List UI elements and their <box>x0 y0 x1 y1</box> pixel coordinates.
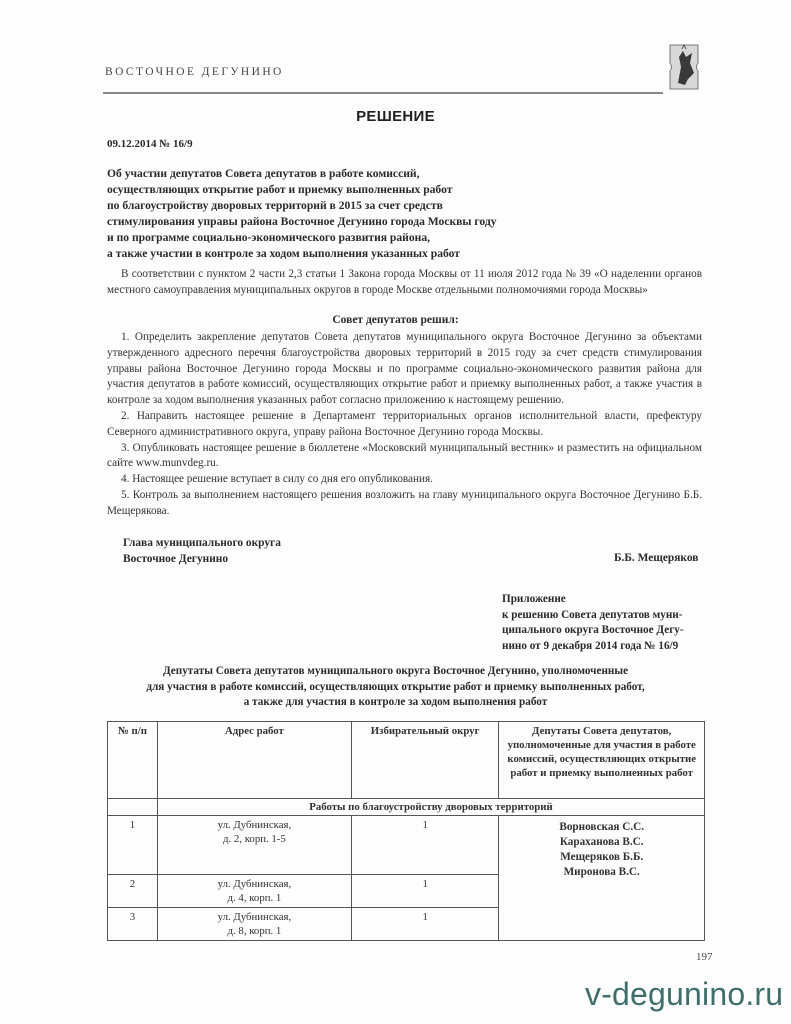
cell-num: 2 <box>108 875 158 908</box>
subject-line: и по программе социально-экономического развития района, <box>107 231 431 244</box>
subject-line: а также участии в контроле за ходом выполнения указанных работ <box>107 247 460 260</box>
table-title <box>0 664 791 711</box>
cell-address <box>157 908 351 941</box>
table-header-row <box>108 722 705 799</box>
decision-point: 2. Направить настоящее решение в Департамент территориальных органов исполнительной власти, префектуру Северного административного округа, управу района Восточное Дегунино города Москвы. <box>107 409 702 438</box>
district-coat-of-arms-icon <box>668 43 700 91</box>
header-address: Адрес работ <box>157 722 351 799</box>
signatory-name: Б.Б. Мещеряков <box>614 552 699 564</box>
deputy-name: Миронова В.С. <box>563 866 640 878</box>
appendix-line: Приложение <box>502 593 566 605</box>
header-divider <box>103 92 663 94</box>
site-watermark: v-degunino.ru <box>585 976 784 1012</box>
cell-num: 3 <box>108 908 158 941</box>
cell-num: 1 <box>108 816 158 875</box>
council-decided-heading: Совет депутатов решил: <box>332 314 459 326</box>
header-deputies: Депутаты Совета депутатов, уполномоченные для участия в работе комиссий, осуществляющих открытие работ и приемку выполненных работ <box>499 722 705 799</box>
cell-deputies <box>499 816 705 941</box>
cell-district: 1 <box>351 908 499 941</box>
signatory-position-line: Глава муниципального округа <box>123 537 281 549</box>
appendix-line: нино от 9 декабря 2014 года № 16/9 <box>502 639 679 652</box>
appendix-line: к решению Совета депутатов муни- <box>502 608 683 621</box>
decision-points <box>107 330 702 520</box>
cell-district: 1 <box>351 816 499 875</box>
subject-line: Об участии депутатов Совета депутатов в работе комиссий, <box>107 167 420 180</box>
address-line: ул. Дубнинская, <box>217 911 292 923</box>
publication-title: ВОСТОЧНОЕ ДЕГУНИНО <box>105 66 284 78</box>
document-title: РЕШЕНИЕ <box>356 108 435 125</box>
subject-line: осуществляющих открытие работ и приемку выполненных работ <box>107 183 453 196</box>
decision-point: 4. Настоящее решение вступает в силу со дня его опубликования. <box>121 473 433 486</box>
decision-point: 3. Опубликовать настоящее решение в бюллетене «Московский муниципальный вестник» и разместить на официальном сайте www.munvdeg.ru. <box>107 441 702 470</box>
page-number: 197 <box>696 951 713 963</box>
signatory-position-line: Восточное Дегунино <box>123 552 229 565</box>
header-district: Избирательный округ <box>351 722 499 799</box>
cell-district: 1 <box>351 875 499 908</box>
address-line: ул. Дубнинская, <box>217 878 292 890</box>
appendix-reference <box>502 592 684 654</box>
table-title-line: Депутаты Совета депутатов муниципального округа Восточное Дегунино, уполномоченные <box>162 665 629 677</box>
address-line: д. 4, корп. 1 <box>227 892 282 904</box>
deputies-table <box>107 721 705 941</box>
decision-point: 5. Контроль за выполнением настоящего решения возложить на главу муниципального округа Восточное Дегунино Б.Б. Мещерякова. <box>107 488 702 517</box>
address-line: д. 2, корп. 1-5 <box>223 833 286 845</box>
subject-line: стимулирования управы района Восточное Дегунино города Москвы году <box>107 215 497 228</box>
section-title: Работы по благоустройству дворовых территорий <box>157 799 704 816</box>
document-subject <box>107 166 497 262</box>
table-title-line: для участия в работе комиссий, осуществляющих открытие работ и приемку выполненных работ, <box>146 680 645 693</box>
intro-paragraph: В соответствии с пунктом 2 части 2,3 статьи 1 Закона города Москвы от 11 июля 2012 года № 39 «О наделении органов местного самоуправления муниципальных округов в городе Москве отдельными полномочиями города Москвы» <box>107 268 702 296</box>
header-num: № п/п <box>108 722 158 799</box>
deputy-name: Ворновская С.С. <box>559 821 645 833</box>
table-title-line: а также для участия в контроле за ходом выполнения работ <box>243 696 548 709</box>
table-section-row <box>108 799 705 816</box>
table-row <box>108 816 705 875</box>
document-number-date: 09.12.2014 № 16/9 <box>107 138 193 150</box>
appendix-line: ципального округа Восточное Дегу- <box>502 624 684 637</box>
address-line: ул. Дубнинская, <box>217 819 292 831</box>
address-line: д. 8, корп. 1 <box>227 925 282 937</box>
decision-point: 1. Определить закрепление депутатов Совета депутатов муниципального округа Восточное Дегунино за объектами утвержденного адресного перечня благоустройства дворовых территорий в 2015 году за счет средств стимулирования управы района Восточное Дегунино города Москвы и по программе социально-экономического развития района для участия депутатов в работе комиссий, осуществляющих открытие работ и приемку выполненных работ, а также участия в контроле за ходом выполнения указанных работ согласно приложению к настоящему решению. <box>107 331 702 407</box>
deputy-name: Мещеряков Б.Б. <box>560 851 644 863</box>
cell-address <box>157 875 351 908</box>
cell-address <box>157 816 351 875</box>
deputy-name: Караханова В.С. <box>559 836 644 848</box>
signatory-position <box>123 536 281 567</box>
subject-line: по благоустройству дворовых территорий в 2015 за счет средств <box>107 199 443 212</box>
